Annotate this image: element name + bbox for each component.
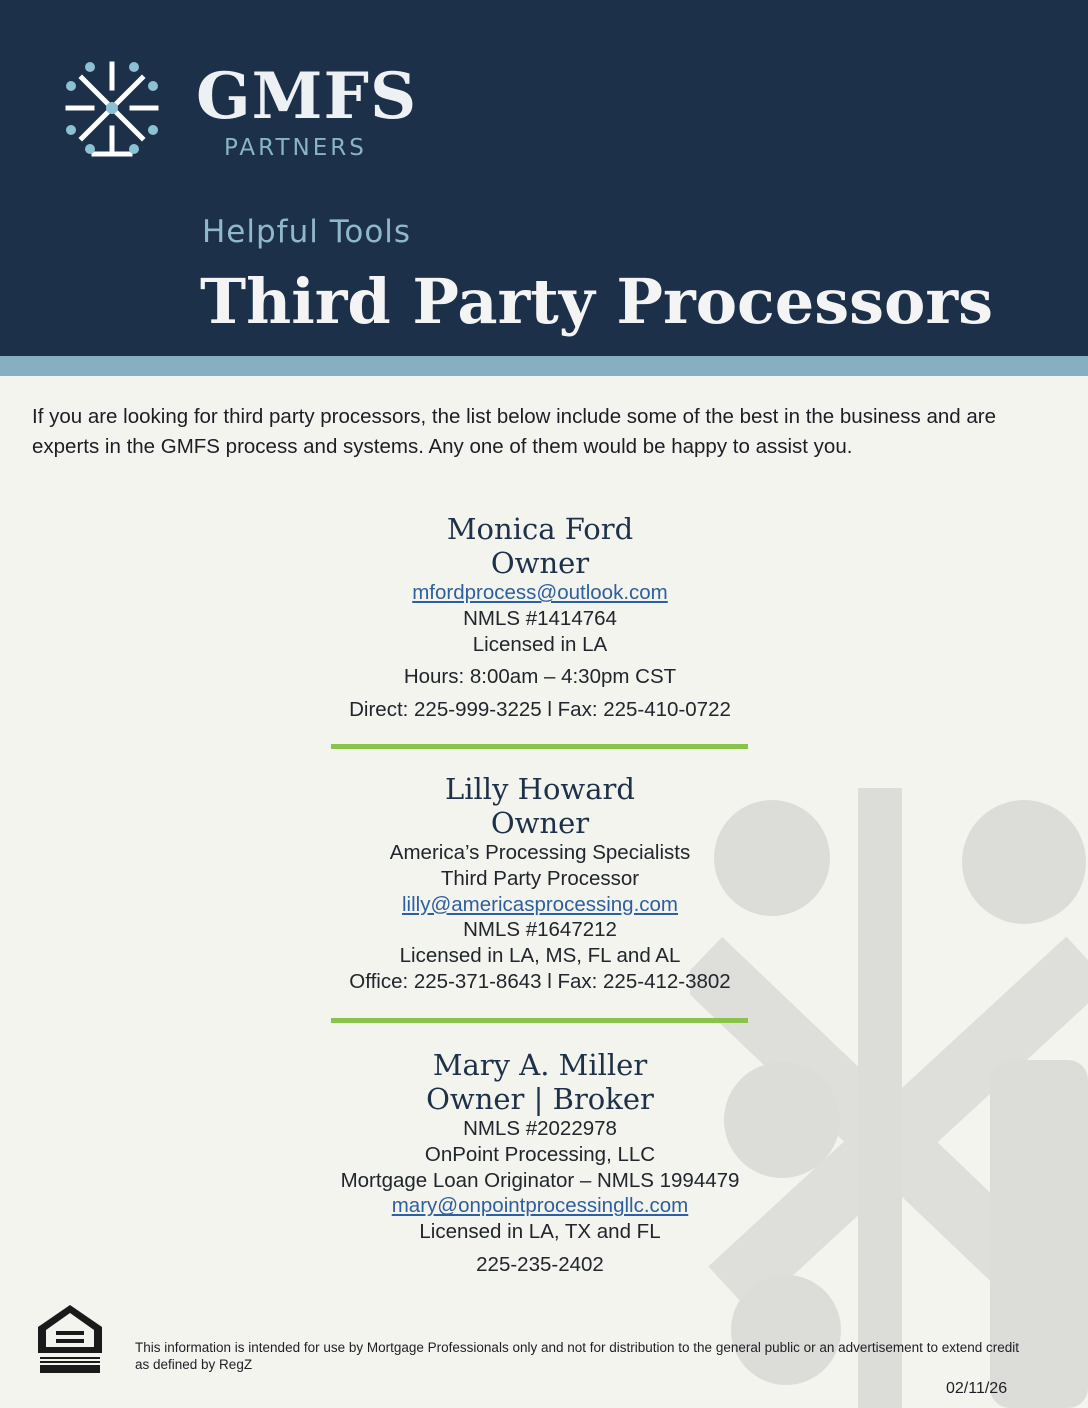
- contact-licensed: Licensed in LA, MS, FL and AL: [399, 944, 681, 968]
- contact-card-lilly-howard: [240, 772, 840, 995]
- contact-role: Owner: [490, 806, 590, 840]
- contact-nmls: NMLS #2022978: [463, 1117, 617, 1140]
- contact-email-link[interactable]: mfordprocess@outlook.com: [412, 581, 668, 604]
- section-kicker: Helpful Tools: [202, 214, 412, 250]
- page-title: Third Party Processors: [200, 265, 993, 338]
- contact-licensed: Licensed in LA, TX and FL: [419, 1220, 661, 1244]
- contact-name: Mary A. Miller: [432, 1048, 648, 1082]
- contact-name: Lilly Howard: [445, 772, 635, 806]
- contact-company: America’s Processing Specialists: [389, 841, 691, 864]
- contact-card-mary-miller: [240, 1048, 840, 1278]
- contact-company: OnPoint Processing, LLC: [424, 1142, 656, 1166]
- contact-nmls: NMLS #1414764: [463, 606, 617, 630]
- contact-nmls: NMLS #1647212: [463, 918, 617, 942]
- contact-phone: 225-235-2402: [476, 1252, 604, 1276]
- logo-wordmark: GMFS: [196, 59, 418, 134]
- snowflake-logo-icon: [62, 58, 162, 160]
- contact-hours: Hours: 8:00am – 4:30pm CST: [403, 665, 677, 689]
- logo-subtitle: PARTNERS: [224, 135, 367, 161]
- contact-licensed: Licensed in LA: [472, 632, 608, 656]
- contact-email-link[interactable]: lilly@americasprocessing.com: [402, 892, 678, 916]
- intro-paragraph: If you are looking for third party processors, the list below include some of the best in the business and are experts in the GMFS process and systems. Any one of them would be happy to assist you.: [32, 405, 997, 458]
- contact-role: Owner | Broker: [426, 1082, 654, 1116]
- contact-title: Third Party Processor: [440, 866, 640, 890]
- header-stripe: [0, 356, 1088, 376]
- contact-card-monica-ford: [240, 512, 840, 723]
- contact-phone: Direct: 225-999-3225 l Fax: 225-410-0722: [349, 698, 731, 722]
- section-divider: [331, 744, 748, 749]
- document-date: 02/11/26: [946, 1380, 1008, 1397]
- legal-disclaimer: This information is intended for use by Mortgage Professionals only and not for distribution to the general public or an advertisement to extend credit as defined by RegZ: [135, 1340, 1019, 1372]
- contact-role: Owner: [490, 546, 590, 580]
- section-divider: [331, 1018, 748, 1023]
- contact-email-link[interactable]: mary@onpointprocessingllc.com: [391, 1194, 689, 1218]
- contact-name: Monica Ford: [446, 512, 634, 546]
- contact-phone: Office: 225-371-8643 l Fax: 225-412-3802: [349, 969, 731, 993]
- equal-housing-lender-icon: [36, 1303, 104, 1375]
- contact-originator: Mortgage Loan Originator – NMLS 1994479: [340, 1168, 740, 1192]
